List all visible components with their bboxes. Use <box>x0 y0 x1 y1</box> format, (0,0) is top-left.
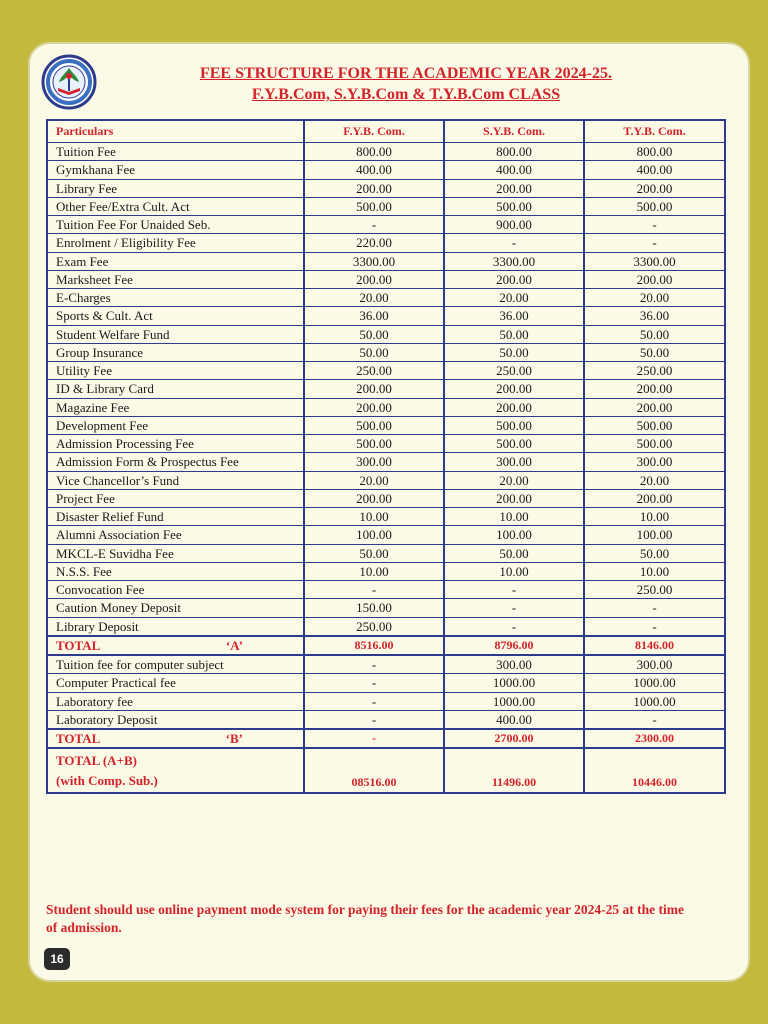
fee-cell: - <box>444 581 584 599</box>
fee-cell: - <box>444 234 584 252</box>
table-row <box>47 307 725 325</box>
fee-cell: 100.00 <box>304 526 444 544</box>
fee-cell: 200.00 <box>444 270 584 288</box>
table-cell: 8516.00 <box>304 636 444 655</box>
particular-cell: Enrolment / Eligibility Fee <box>47 234 304 252</box>
fee-cell: 200.00 <box>304 398 444 416</box>
table-cell: - <box>304 729 444 748</box>
total-a-label <box>47 636 304 655</box>
table-row <box>47 197 725 215</box>
fee-cell: 200.00 <box>584 179 725 197</box>
particular-cell: Development Fee <box>47 416 304 434</box>
fee-cell: - <box>304 674 444 692</box>
fee-cell: - <box>444 617 584 636</box>
fee-cell: 200.00 <box>444 380 584 398</box>
fee-cell: 300.00 <box>584 655 725 674</box>
table-row <box>47 362 725 380</box>
particular-cell: Library Deposit <box>47 617 304 636</box>
particular-cell: Library Fee <box>47 179 304 197</box>
table-row <box>47 599 725 617</box>
particular-cell: Project Fee <box>47 489 304 507</box>
particular-cell: Caution Money Deposit <box>47 599 304 617</box>
fee-cell: 300.00 <box>444 655 584 674</box>
fee-cell: - <box>304 655 444 674</box>
fee-cell: 50.00 <box>444 325 584 343</box>
total-tag: ‘A’ <box>225 637 243 653</box>
table-row <box>47 435 725 453</box>
particular-cell: Other Fee/Extra Cult. Act <box>47 197 304 215</box>
table-row <box>47 252 725 270</box>
fee-structure-card <box>28 42 750 982</box>
fee-cell: - <box>304 710 444 729</box>
fee-cell: 20.00 <box>304 289 444 307</box>
fee-cell: 1000.00 <box>444 692 584 710</box>
column-header: F.Y.B. Com. <box>304 120 444 143</box>
fee-cell: 900.00 <box>444 216 584 234</box>
fee-cell: - <box>444 599 584 617</box>
fee-cell: - <box>304 216 444 234</box>
column-header: Particulars <box>47 120 304 143</box>
particular-cell: Utility Fee <box>47 362 304 380</box>
page-subtitle: F.Y.B.Com, S.Y.B.Com & T.Y.B.Com CLASS <box>251 86 561 103</box>
fee-cell: 200.00 <box>444 398 584 416</box>
table-cell: 10446.00 <box>584 748 725 793</box>
particular-cell: Tuition fee for computer subject <box>47 655 304 674</box>
total-b-label <box>47 729 304 748</box>
fee-cell: 200.00 <box>584 398 725 416</box>
fee-cell: 500.00 <box>444 197 584 215</box>
fee-cell: 200.00 <box>304 380 444 398</box>
particular-cell: Magazine Fee <box>47 398 304 416</box>
grand-total-label <box>47 748 304 793</box>
fee-cell: 50.00 <box>444 544 584 562</box>
column-header: S.Y.B. Com. <box>444 120 584 143</box>
fee-cell: 20.00 <box>444 471 584 489</box>
fee-cell: 20.00 <box>584 471 725 489</box>
table-row <box>47 526 725 544</box>
particular-cell: Sports & Cult. Act <box>47 307 304 325</box>
fee-cell: 500.00 <box>304 197 444 215</box>
fee-cell: 220.00 <box>304 234 444 252</box>
particular-cell: Computer Practical fee <box>47 674 304 692</box>
total-b-row <box>47 729 725 748</box>
fee-cell: - <box>584 617 725 636</box>
fee-cell: 10.00 <box>584 562 725 580</box>
fee-cell: 10.00 <box>304 562 444 580</box>
fee-cell: 3300.00 <box>304 252 444 270</box>
fee-cell: 1000.00 <box>584 674 725 692</box>
particular-cell: N.S.S. Fee <box>47 562 304 580</box>
table-row <box>47 710 725 729</box>
particular-cell: Student Welfare Fund <box>47 325 304 343</box>
fee-cell: 200.00 <box>304 179 444 197</box>
particular-cell: Marksheet Fee <box>47 270 304 288</box>
particular-cell: Laboratory Deposit <box>47 710 304 729</box>
fee-cell: 200.00 <box>584 489 725 507</box>
particular-cell: Admission Form & Prospectus Fee <box>47 453 304 471</box>
fee-cell: 50.00 <box>304 544 444 562</box>
fee-cell: 150.00 <box>304 599 444 617</box>
fee-cell: 20.00 <box>444 289 584 307</box>
page-number-badge: 16 <box>44 948 70 970</box>
fee-cell: 400.00 <box>304 161 444 179</box>
total-tag: ‘B’ <box>225 731 243 747</box>
fee-cell: 50.00 <box>444 343 584 361</box>
table-row <box>47 325 725 343</box>
page-title: FEE STRUCTURE FOR THE ACADEMIC YEAR 2024-25. <box>199 65 613 82</box>
fee-cell: 400.00 <box>444 161 584 179</box>
fee-cell: 200.00 <box>444 179 584 197</box>
fee-cell: - <box>584 234 725 252</box>
table-row <box>47 617 725 636</box>
fee-cell: 800.00 <box>304 143 444 161</box>
table-row <box>47 674 725 692</box>
table-row <box>47 692 725 710</box>
fee-cell: 500.00 <box>584 435 725 453</box>
particular-cell: Laboratory fee <box>47 692 304 710</box>
fee-cell: 250.00 <box>304 362 444 380</box>
fee-cell: 200.00 <box>584 270 725 288</box>
fee-cell: - <box>584 216 725 234</box>
fee-cell: 500.00 <box>304 416 444 434</box>
table-row <box>47 161 725 179</box>
table-row <box>47 562 725 580</box>
table-header-row <box>47 120 725 143</box>
table-row <box>47 179 725 197</box>
fee-cell: 50.00 <box>584 325 725 343</box>
fee-cell: - <box>304 581 444 599</box>
fee-cell: 50.00 <box>584 343 725 361</box>
fee-cell: 36.00 <box>304 307 444 325</box>
fee-cell: 400.00 <box>444 710 584 729</box>
fee-cell: 500.00 <box>444 435 584 453</box>
fee-cell: 800.00 <box>584 143 725 161</box>
table-row <box>47 216 725 234</box>
particular-cell: Exam Fee <box>47 252 304 270</box>
total-a-row <box>47 636 725 655</box>
fee-cell: 36.00 <box>444 307 584 325</box>
column-header: T.Y.B. Com. <box>584 120 725 143</box>
fee-cell: 200.00 <box>444 489 584 507</box>
table-row <box>47 380 725 398</box>
fee-cell: 1000.00 <box>584 692 725 710</box>
particular-cell: Tuition Fee For Unaided Seb. <box>47 216 304 234</box>
table-row <box>47 398 725 416</box>
total-label-text: TOTAL <box>56 637 101 653</box>
fee-cell: 250.00 <box>584 362 725 380</box>
fee-cell: 50.00 <box>584 544 725 562</box>
fee-cell: - <box>584 710 725 729</box>
fee-cell: 10.00 <box>304 508 444 526</box>
fee-cell: 36.00 <box>584 307 725 325</box>
fee-cell: 400.00 <box>584 161 725 179</box>
table-row <box>47 544 725 562</box>
fee-cell: 300.00 <box>584 453 725 471</box>
grand-total-line2: (with Comp. Sub.) <box>56 772 158 788</box>
table-row <box>47 143 725 161</box>
fee-cell: 1000.00 <box>444 674 584 692</box>
fee-cell: 250.00 <box>444 362 584 380</box>
particular-cell: Alumni Association Fee <box>47 526 304 544</box>
fee-cell: 200.00 <box>304 489 444 507</box>
table-cell: 11496.00 <box>444 748 584 793</box>
table-cell: 8796.00 <box>444 636 584 655</box>
table-cell: 2700.00 <box>444 729 584 748</box>
fee-cell: 250.00 <box>584 581 725 599</box>
particular-cell: ID & Library Card <box>47 380 304 398</box>
particular-cell: Group Insurance <box>47 343 304 361</box>
particular-cell: MKCL-E Suvidha Fee <box>47 544 304 562</box>
fee-cell: 50.00 <box>304 325 444 343</box>
fee-cell: 300.00 <box>444 453 584 471</box>
fee-cell: 800.00 <box>444 143 584 161</box>
table-row <box>47 489 725 507</box>
fee-cell: 500.00 <box>584 197 725 215</box>
table-row <box>47 234 725 252</box>
fee-cell: 50.00 <box>304 343 444 361</box>
college-emblem-icon <box>41 54 97 110</box>
particular-cell: Gymkhana Fee <box>47 161 304 179</box>
fee-table <box>46 119 726 794</box>
fee-cell: 100.00 <box>444 526 584 544</box>
table-row <box>47 270 725 288</box>
table-row <box>47 453 725 471</box>
fee-cell: 20.00 <box>584 289 725 307</box>
fee-cell: 300.00 <box>304 453 444 471</box>
fee-cell: 10.00 <box>444 508 584 526</box>
table-row <box>47 289 725 307</box>
particular-cell: Vice Chancellor’s Fund <box>47 471 304 489</box>
grand-total-row <box>47 748 725 793</box>
particular-cell: Admission Processing Fee <box>47 435 304 453</box>
fee-cell: 100.00 <box>584 526 725 544</box>
table-row <box>47 416 725 434</box>
total-label-text: TOTAL <box>56 731 101 747</box>
fee-cell: 3300.00 <box>584 252 725 270</box>
fee-cell: 250.00 <box>304 617 444 636</box>
fee-cell: 10.00 <box>444 562 584 580</box>
fee-cell: 10.00 <box>584 508 725 526</box>
fee-cell: 500.00 <box>304 435 444 453</box>
table-row <box>47 581 725 599</box>
table-row <box>47 508 725 526</box>
particular-cell: Tuition Fee <box>47 143 304 161</box>
table-cell: 2300.00 <box>584 729 725 748</box>
fee-cell: 20.00 <box>304 471 444 489</box>
fee-cell: - <box>584 599 725 617</box>
table-cell: 08516.00 <box>304 748 444 793</box>
particular-cell: E-Charges <box>47 289 304 307</box>
table-row <box>47 343 725 361</box>
table-row <box>47 471 725 489</box>
payment-note: Student should use online payment mode system for paying their fees for the academic year 2024-25 at the time of admission. <box>46 902 684 935</box>
fee-cell: 200.00 <box>304 270 444 288</box>
grand-total-line1: TOTAL (A+B) <box>56 752 137 768</box>
fee-cell: 500.00 <box>584 416 725 434</box>
particular-cell: Convocation Fee <box>47 581 304 599</box>
fee-cell: 3300.00 <box>444 252 584 270</box>
table-cell: 8146.00 <box>584 636 725 655</box>
fee-cell: - <box>304 692 444 710</box>
table-row <box>47 655 725 674</box>
particular-cell: Disaster Relief Fund <box>47 508 304 526</box>
fee-cell: 200.00 <box>584 380 725 398</box>
fee-cell: 500.00 <box>444 416 584 434</box>
